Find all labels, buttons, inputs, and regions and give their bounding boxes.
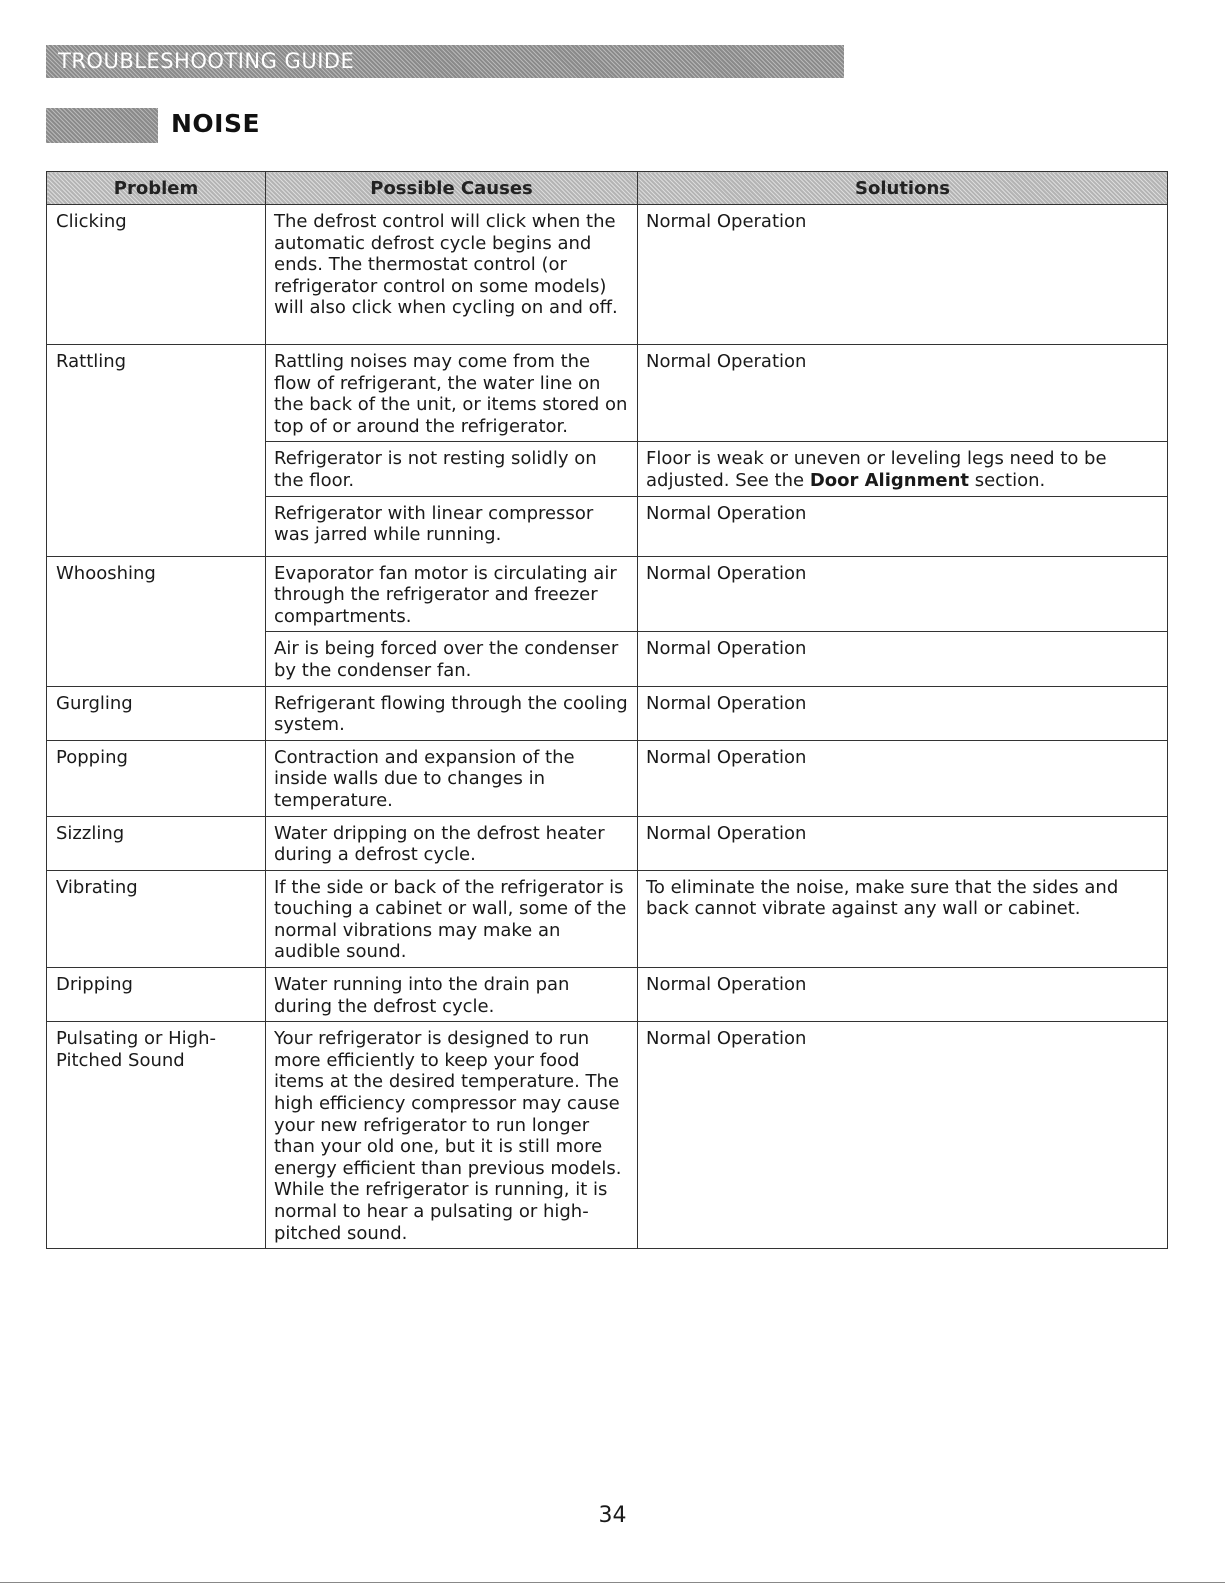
noise-troubleshooting-table bbox=[46, 171, 1168, 1249]
bottom-rule bbox=[0, 1582, 1225, 1583]
solution-text: Floor is weak or uneven or leveling legs need to be adjusted. See the bbox=[646, 448, 1107, 491]
cause-cell: The defrost control will click when the automatic defrost cycle begins and ends. The thermostat control (or refrigerator control on some models) will also click when cycling on and off. bbox=[266, 205, 638, 345]
cause-cell: Refrigerant flowing through the cooling system. bbox=[266, 686, 638, 740]
cause-cell: Refrigerator with linear compressor was jarred while running. bbox=[266, 496, 638, 556]
table-row bbox=[47, 345, 1168, 442]
problem-cell: Clicking bbox=[47, 205, 266, 345]
solution-text: section. bbox=[968, 469, 1046, 491]
problem-cell: Vibrating bbox=[47, 870, 266, 967]
section-banner bbox=[46, 45, 844, 78]
table-row bbox=[47, 870, 1168, 967]
table-header-row bbox=[47, 172, 1168, 205]
cause-cell: Contraction and expansion of the inside walls due to changes in temperature. bbox=[266, 740, 638, 816]
solution-cell: Normal Operation bbox=[638, 205, 1168, 345]
solution-cell: Normal Operation bbox=[638, 556, 1168, 632]
column-header-problem: Problem bbox=[47, 172, 266, 205]
solution-cell: Normal Operation bbox=[638, 686, 1168, 740]
table-row bbox=[47, 686, 1168, 740]
problem-cell: Dripping bbox=[47, 968, 266, 1022]
solution-cell: Normal Operation bbox=[638, 1022, 1168, 1249]
column-header-solutions: Solutions bbox=[638, 172, 1168, 205]
problem-cell: Sizzling bbox=[47, 816, 266, 870]
solution-cell: Normal Operation bbox=[638, 496, 1168, 556]
table-row bbox=[47, 968, 1168, 1022]
solution-cell: Normal Operation bbox=[638, 345, 1168, 442]
cause-cell: If the side or back of the refrigerator is touching a cabinet or wall, some of the normal vibrations may make an audible sound. bbox=[266, 870, 638, 967]
cause-cell: Water dripping on the defrost heater during a defrost cycle. bbox=[266, 816, 638, 870]
table-row bbox=[47, 1022, 1168, 1249]
door-alignment-reference: Door Alignment bbox=[809, 469, 969, 491]
cause-cell: Evaporator fan motor is circulating air through the refrigerator and freezer compartments. bbox=[266, 556, 638, 632]
table-row bbox=[47, 740, 1168, 816]
section-marker-block bbox=[46, 108, 158, 143]
solution-cell: Normal Operation bbox=[638, 740, 1168, 816]
problem-cell: Gurgling bbox=[47, 686, 266, 740]
solution-cell: To eliminate the noise, make sure that the sides and back cannot vibrate against any wall or cabinet. bbox=[638, 870, 1168, 967]
cause-cell: Your refrigerator is designed to run more efficiently to keep your food items at the desired temperature. The high efficiency compressor may cause your new refrigerator to run longer than your old one, but it is still more energy efficient than previous models. While the refrigerator is running, it is normal to hear a pulsating or high-pitched sound. bbox=[266, 1022, 638, 1249]
page-number: 34 bbox=[598, 1503, 627, 1528]
solution-cell bbox=[638, 442, 1168, 496]
solution-cell: Normal Operation bbox=[638, 816, 1168, 870]
problem-cell: Pulsating or High-Pitched Sound bbox=[47, 1022, 266, 1249]
cause-cell: Rattling noises may come from the flow of refrigerant, the water line on the back of the unit, or items stored on top of or around the refrigerator. bbox=[266, 345, 638, 442]
banner-title: TROUBLESHOOTING GUIDE bbox=[58, 49, 355, 73]
cause-cell: Water running into the drain pan during the defrost cycle. bbox=[266, 968, 638, 1022]
problem-cell: Popping bbox=[47, 740, 266, 816]
cause-cell: Air is being forced over the condenser by the condenser fan. bbox=[266, 632, 638, 686]
solution-cell: Normal Operation bbox=[638, 632, 1168, 686]
problem-cell: Rattling bbox=[47, 345, 266, 557]
problem-cell: Whooshing bbox=[47, 556, 266, 686]
table-row bbox=[47, 205, 1168, 345]
table-row bbox=[47, 816, 1168, 870]
column-header-causes: Possible Causes bbox=[266, 172, 638, 205]
cause-cell: Refrigerator is not resting solidly on the floor. bbox=[266, 442, 638, 496]
section-title: NOISE bbox=[171, 109, 261, 138]
solution-cell: Normal Operation bbox=[638, 968, 1168, 1022]
table-row bbox=[47, 556, 1168, 632]
